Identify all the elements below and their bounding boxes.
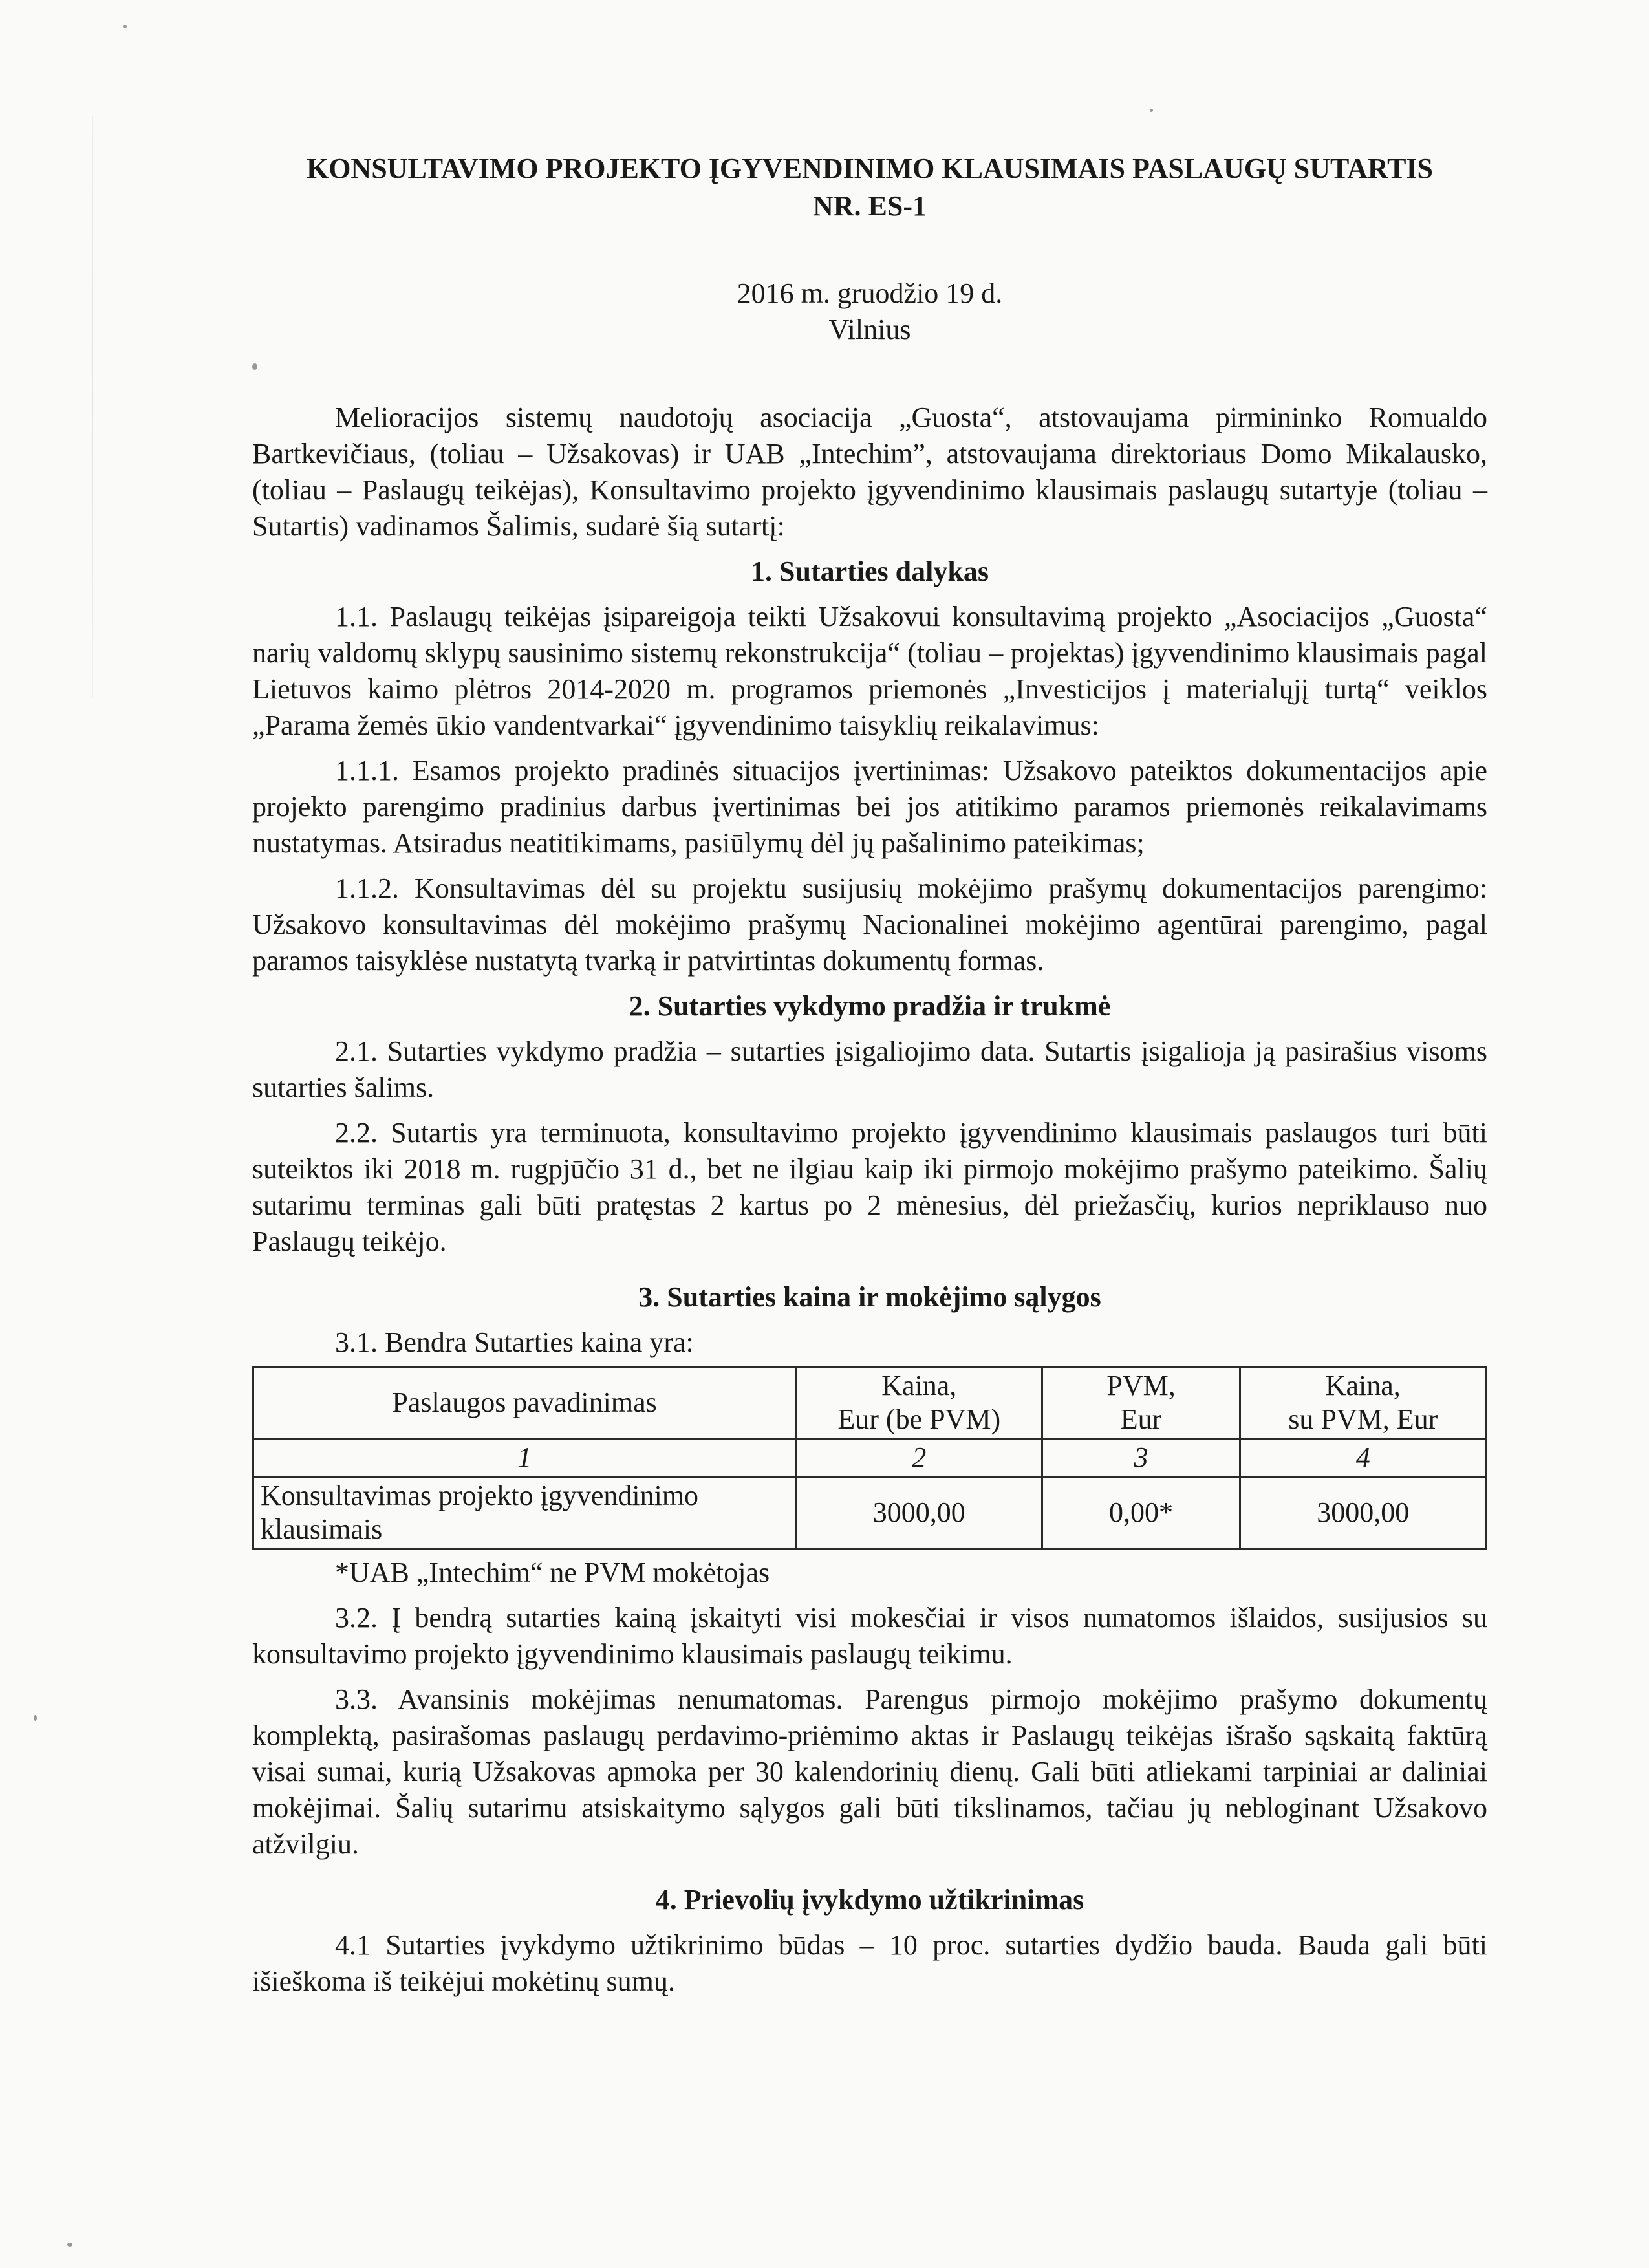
vat-cell: 0,00* xyxy=(1042,1477,1240,1549)
col-price-incl-vat-line1: Kaina, xyxy=(1325,1370,1401,1401)
clause-3-1: 3.1. Bendra Sutarties kaina yra: xyxy=(335,1326,694,1358)
col-vat-line2: Eur xyxy=(1120,1403,1162,1435)
section-1-heading: 1. Sutarties dalykas xyxy=(751,556,989,587)
table-row xyxy=(253,1477,1487,1549)
price-table xyxy=(252,1366,1487,1550)
col-vat-line1: PVM, xyxy=(1106,1370,1176,1401)
clause-2-2: 2.2. Sutartis yra terminuota, konsultavimo projekto įgyvendinimo klausimais paslaugos turi būti suteiktos iki 2018 m. rugpjūčio 31 d., bet ne ilgiau kaip iki pirmojo mokėjimo prašymo pateikimo. Šalių sutarimu terminas gali būti pratęstas 2 kartus po 2 mėnesius, dėl priežasčių, kurios nepriklauso nuo Paslaugų teikėjo. xyxy=(252,1117,1487,1257)
document-number: NR. ES-1 xyxy=(812,190,927,222)
price-table-column-numbers xyxy=(253,1439,1487,1477)
clause-3-3: 3.3. Avansinis mokėjimas nenumatomas. Parengus pirmojo mokėjimo prašymo dokumentų komplektą, pasirašomas paslaugų perdavimo-priėmimo aktas ir Paslaugų teikėjas išrašo sąskaitą faktūrą visai sumai, kurią Užsakovas apmoka per 30 kalendorinių dienų. Gali būti atliekami tarpiniai ar daliniai mokėjimai. Šalių sutarimu atsiskaitymo sąlygos gali būti tikslinamos, tačiau jų nebloginant Užsakovo atžvilgiu. xyxy=(252,1683,1487,1860)
clause-3-2: 3.2. Į bendrą sutarties kainą įskaityti visi mokesčiai ir visos numatomos išlaidos, susijusios su konsultavimo projekto įgyvendinimo klausimais paslaugų teikimu. xyxy=(252,1602,1487,1670)
price-excl-vat-cell: 3000,00 xyxy=(796,1477,1042,1549)
clause-4-1: 4.1 Sutarties įvykdymo užtikrinimo būdas – 10 proc. sutarties dydžio bauda. Bauda gali būti išieškoma iš teikėjui mokėtinų sumų. xyxy=(252,1929,1487,1997)
vat-footnote: *UAB „Intechim“ ne PVM mokėtojas xyxy=(335,1557,770,1588)
contract-document xyxy=(252,150,1487,2000)
column-number: 4 xyxy=(1240,1439,1486,1477)
col-price-excl-vat-line1: Kaina, xyxy=(881,1370,957,1401)
col-vat xyxy=(1042,1367,1240,1439)
column-number: 3 xyxy=(1042,1439,1240,1477)
clause-1-1-2: 1.1.2. Konsultavimas dėl su projektu susijusių mokėjimo prašymų dokumentacijos parengimo: Užsakovo konsultavimas dėl mokėjimo prašymų Nacionalinei mokėjimo agentūrai parengimo, pagal paramos taisyklėse nustatytą tvarką ir patvirtintas dokumentų formas. xyxy=(252,872,1487,977)
column-number: 2 xyxy=(796,1439,1042,1477)
document-title xyxy=(252,150,1487,225)
col-service-name: Paslaugos pavadinimas xyxy=(253,1367,796,1439)
col-price-incl-vat-line2: su PVM, Eur xyxy=(1288,1403,1438,1435)
col-price-excl-vat xyxy=(796,1367,1042,1439)
scan-speck xyxy=(67,2243,72,2247)
contract-place: Vilnius xyxy=(828,314,911,345)
contract-date: 2016 m. gruodžio 19 d. xyxy=(737,277,1003,309)
clause-1-1-1: 1.1.1. Esamos projekto pradinės situacijos įvertinimas: Užsakovo pateiktos dokumentacijos apie projekto parengimo pradinius darbus įvertinimas bei jos atitikimo paramos priemonės reikalavimams nustatymas. Atsiradus neatitikimams, pasiūlymų dėl jų pašalinimo pateikimas; xyxy=(252,755,1487,859)
scan-speck xyxy=(34,1715,37,1721)
document-title-line1: KONSULTAVIMO PROJEKTO ĮGYVENDINIMO KLAUSIMAIS PASLAUGŲ SUTARTIS xyxy=(306,153,1434,184)
service-name-cell: Konsultavimas projekto įgyvendinimo klausimais xyxy=(253,1477,796,1549)
section-3-heading: 3. Sutarties kaina ir mokėjimo sąlygos xyxy=(638,1281,1101,1313)
price-table-header xyxy=(253,1367,1487,1439)
intro-paragraph: Melioracijos sistemų naudotojų asociacija „Guosta“, atstovaujama pirmininko Romualdo Bartkevičiaus, (toliau – Užsakovas) ir UAB „Intechim”, atstovaujama direktoriaus Domo Mikalausko, (toliau – Paslaugų teikėjas), Konsultavimo projekto įgyvendinimo klausimais paslaugų sutartyje (toliau – Sutartis) vadinamos Šalimis, sudarė šią sutartį: xyxy=(252,402,1487,542)
section-4-heading: 4. Prievolių įvykdymo užtikrinimas xyxy=(655,1884,1084,1916)
clause-2-1: 2.1. Sutarties vykdymo pradžia – sutarties įsigaliojimo data. Sutartis įsigalioja ją pasirašius visoms sutarties šalims. xyxy=(252,1035,1487,1103)
col-price-incl-vat xyxy=(1240,1367,1486,1439)
scan-speck xyxy=(1150,109,1153,112)
scan-speck xyxy=(123,25,127,28)
column-number: 1 xyxy=(253,1439,796,1477)
section-2-heading: 2. Sutarties vykdymo pradžia ir trukmė xyxy=(629,990,1111,1022)
price-incl-vat-cell: 3000,00 xyxy=(1240,1477,1486,1549)
date-place-block xyxy=(252,275,1487,348)
scan-margin-shadow xyxy=(92,116,93,698)
clause-1-1: 1.1. Paslaugų teikėjas įsipareigoja teikti Užsakovui konsultavimą projekto „Asociacijos „Guosta“ narių valdomų sklypų sausinimo sistemų rekonstrukcija“ (toliau – projektas) įgyvendinimo klausimais pagal Lietuvos kaimo plėtros 2014-2020 m. programos priemonės „Investicijos į materialųjį turtą“ veiklos „Parama žemės ūkio vandentvarkai“ įgyvendinimo taisyklių reikalavimus: xyxy=(252,601,1487,741)
col-price-excl-vat-line2: Eur (be PVM) xyxy=(837,1403,1001,1435)
